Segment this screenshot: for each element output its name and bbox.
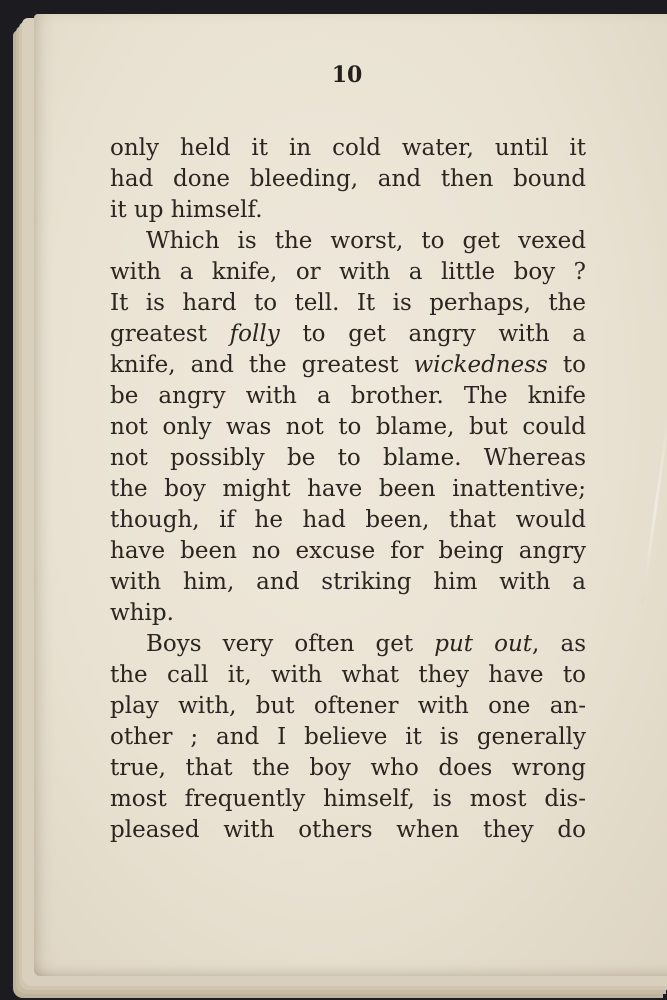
text-line: knife, and the greatest wickedness to	[110, 352, 586, 378]
text-line: Boys very often get put out, as	[146, 631, 586, 657]
italic-word: wickedness	[413, 352, 548, 378]
text-line: though, if he had been, that would	[110, 507, 586, 533]
text-line: with him, and striking him with a	[110, 569, 586, 595]
text-line: the call it, with what they have to	[110, 662, 586, 688]
text-line: had done bleeding, and then bound	[110, 166, 586, 192]
text-line: not only was not to blame, but could	[110, 414, 586, 440]
page-crease	[641, 415, 667, 604]
text-line: pleased with others when they do	[110, 817, 586, 843]
text-line: it up himself.	[110, 197, 263, 223]
italic-word: folly	[229, 321, 280, 347]
text-line: It is hard to tell. It is perhaps, the	[110, 290, 586, 316]
text-line: whip.	[110, 600, 174, 626]
text-line: play with, but oftener with one an-	[110, 693, 586, 719]
text-line: with a knife, or with a little boy ?	[110, 259, 586, 285]
text-line: only held it in cold water, until it	[110, 135, 586, 161]
text-line: have been no excuse for being angry	[110, 538, 586, 564]
page-number: 10	[331, 62, 363, 88]
text-line: the boy might have been inattentive;	[110, 476, 586, 502]
text-line: other ; and I believe it is generally	[110, 724, 586, 750]
text-line: not possibly be to blame. Whereas	[110, 445, 586, 471]
text-line: true, that the boy who does wrong	[110, 755, 586, 781]
text-line: be angry with a brother. The knife	[110, 383, 586, 409]
text-line: Which is the worst, to get vexed	[146, 228, 586, 254]
italic-word: put out	[434, 631, 533, 657]
text-line: most frequently himself, is most dis-	[110, 786, 586, 812]
text-line: greatest folly to get angry with a	[110, 321, 586, 347]
